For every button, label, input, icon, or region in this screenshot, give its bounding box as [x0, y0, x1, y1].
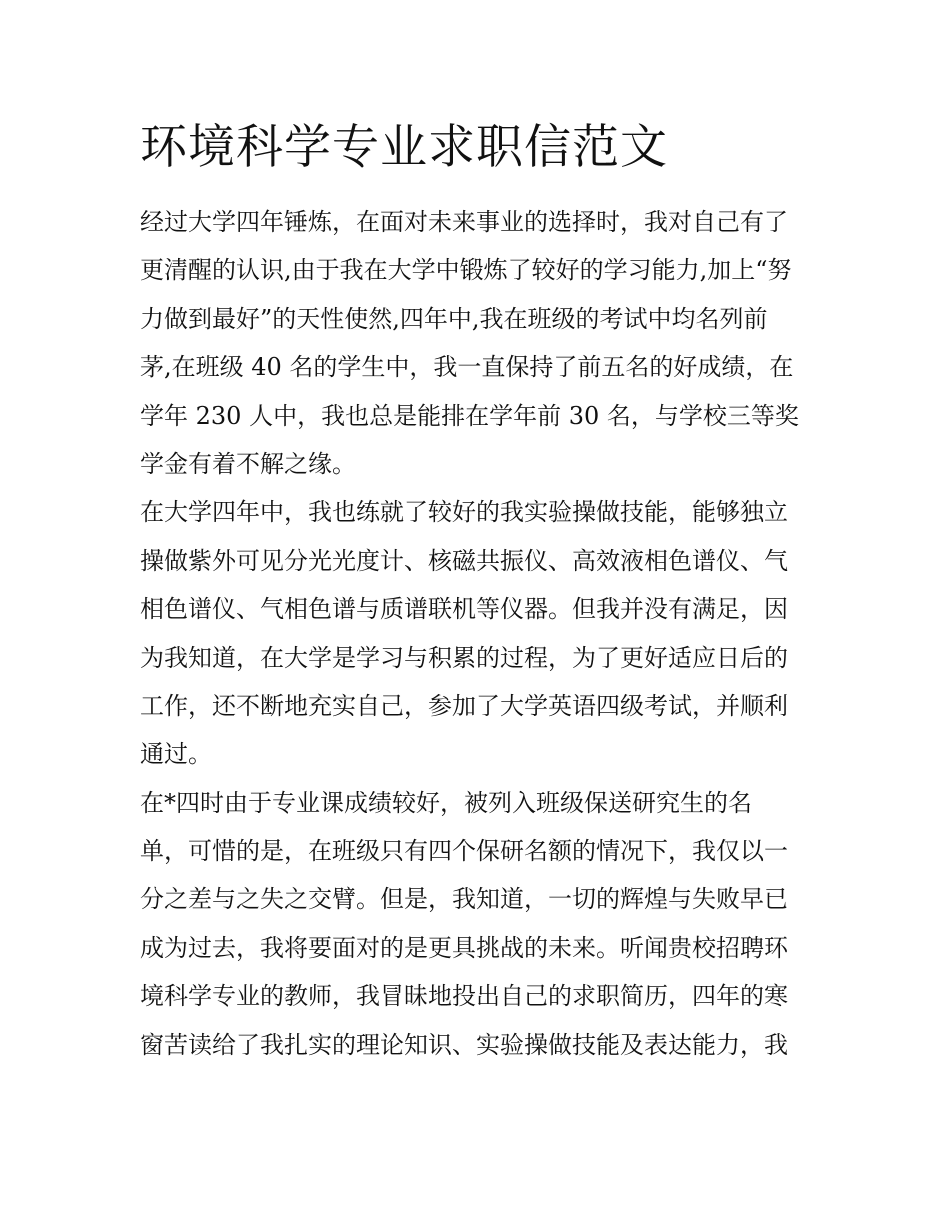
paragraph-line: 相色谱仪、气相色谱与质谱联机等仪器。但我并没有满足，因: [140, 595, 788, 624]
paragraph-line: 学年 230 人中，我也总是能排在学年前 30 名，与学校三等奖: [140, 401, 799, 430]
paragraph-line: 通过。: [140, 740, 212, 769]
paragraph-line: 单，可惜的是，在班级只有四个保研名额的情况下，我仅以一: [140, 837, 788, 866]
document-body: [140, 198, 820, 1069]
paragraph-3: [140, 779, 820, 1069]
paragraph-line: 学金有着不解之缘。: [140, 449, 356, 478]
paragraph-line: 茅,在班级 40 名的学生中，我一直保持了前五名的好成绩，在: [140, 353, 794, 382]
paragraph-line: 更清醒的认识,由于我在大学中锻炼了较好的学习能力,加上“努: [140, 256, 792, 285]
paragraph-line: 在大学四年中，我也练就了较好的我实验操做技能，能够独立: [140, 498, 788, 527]
paragraph-line: 工作，还不断地充实自己，参加了大学英语四级考试，并顺利: [140, 691, 788, 720]
paragraph-line: 力做到最好”的天性使然,四年中,我在班级的考试中均名列前: [140, 304, 768, 333]
paragraph-line: 经过大学四年锤炼，在面对未来事业的选择时，我对自己有了: [140, 208, 788, 236]
paragraph-2: [140, 488, 820, 778]
paragraph-1: [140, 198, 820, 488]
paragraph-line: 为我知道，在大学是学习与积累的过程，为了更好适应日后的: [140, 643, 788, 672]
paragraph-line: 分之差与之失之交臂。但是，我知道，一切的辉煌与失败早已: [140, 885, 788, 914]
paragraph-line: 在*四时由于专业课成绩较好，被列入班级保送研究生的名: [140, 788, 752, 817]
document-title: 环境科学专业求职信范文: [140, 120, 668, 175]
paragraph-line: 成为过去，我将要面对的是更具挑战的未来。听闻贵校招聘环: [140, 933, 788, 962]
paragraph-line: 操做紫外可见分光光度计、核磁共振仪、高效液相色谱仪、气: [140, 546, 788, 575]
paragraph-line: 窗苦读给了我扎实的理论知识、实验操做技能及表达能力，我: [140, 1030, 788, 1059]
paragraph-line: 境科学专业的教师，我冒昧地投出自己的求职简历，四年的寒: [140, 982, 788, 1011]
